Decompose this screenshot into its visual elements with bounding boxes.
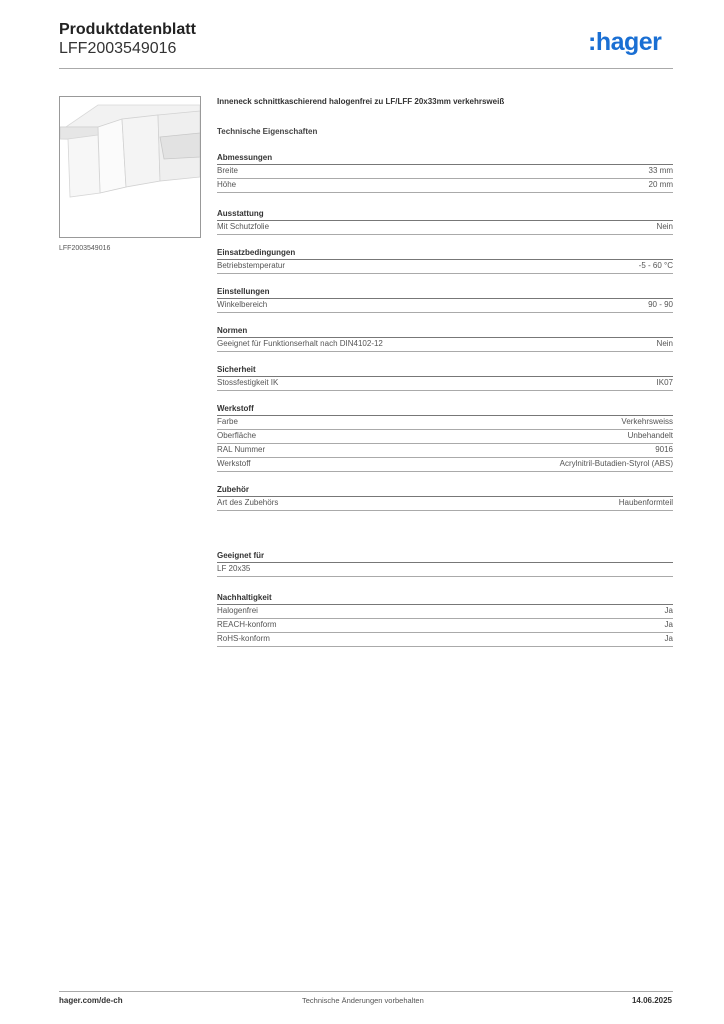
property-label: Mit Schutzfolie xyxy=(217,222,270,231)
property-row xyxy=(217,563,673,577)
property-label: Art des Zubehörs xyxy=(217,498,279,507)
property-section xyxy=(217,484,673,511)
property-row xyxy=(217,430,673,444)
property-label: Höhe xyxy=(217,180,237,189)
property-section xyxy=(217,286,673,313)
property-value: Unbehandelt xyxy=(627,431,673,440)
property-label: Geeignet für Funktionserhalt nach DIN4102-12 xyxy=(217,339,383,348)
property-label: Breite xyxy=(217,166,238,175)
property-value: Ja xyxy=(664,634,673,643)
page-title: Produktdatenblatt xyxy=(59,21,196,38)
property-row xyxy=(217,299,673,313)
property-label: Halogenfrei xyxy=(217,606,258,615)
property-row xyxy=(217,179,673,193)
section-title: Einsatzbedingungen xyxy=(217,247,673,260)
property-value: 33 mm xyxy=(648,166,673,175)
property-label: Oberfläche xyxy=(217,431,257,440)
property-label: Betriebstemperatur xyxy=(217,261,286,270)
property-label: Winkelbereich xyxy=(217,300,268,309)
section-title: Geeignet für xyxy=(217,550,673,563)
hager-logo xyxy=(588,27,661,57)
property-row xyxy=(217,633,673,647)
section-title: Ausstattung xyxy=(217,208,673,221)
property-value: 20 mm xyxy=(648,180,673,189)
property-label: Werkstoff xyxy=(217,459,251,468)
header-divider xyxy=(59,68,673,69)
property-value: 9016 xyxy=(655,445,673,454)
property-row xyxy=(217,619,673,633)
property-row xyxy=(217,221,673,235)
property-section xyxy=(217,247,673,274)
property-row xyxy=(217,458,673,472)
footer-notice: Technische Änderungen vorbehalten xyxy=(302,996,424,1005)
property-row xyxy=(217,605,673,619)
footer-date: 14.06.2025 xyxy=(631,996,672,1005)
property-row xyxy=(217,416,673,430)
footer-website: hager.com/de-ch xyxy=(59,996,123,1005)
property-row xyxy=(217,338,673,352)
image-caption: LFF2003549016 xyxy=(59,245,111,252)
section-title: Werkstoff xyxy=(217,403,673,416)
section-title: Abmessungen xyxy=(217,152,673,165)
property-value: Nein xyxy=(656,339,673,348)
property-section xyxy=(217,550,673,577)
property-section xyxy=(217,325,673,352)
property-label: Farbe xyxy=(217,417,238,426)
technical-properties-heading: Technische Eigenschaften xyxy=(217,127,318,136)
section-title: Nachhaltigkeit xyxy=(217,592,673,605)
property-row xyxy=(217,377,673,391)
product-details xyxy=(217,96,673,647)
properties-sections xyxy=(217,152,673,647)
section-title: Sicherheit xyxy=(217,364,673,377)
property-section xyxy=(217,152,673,193)
property-row xyxy=(217,444,673,458)
article-number: LFF2003549016 xyxy=(59,40,177,57)
property-label: RAL Nummer xyxy=(217,445,266,454)
section-title: Zubehör xyxy=(217,484,673,497)
property-row xyxy=(217,497,673,511)
property-value: -5 - 60 °C xyxy=(638,261,673,270)
property-value: Acrylnitril-Butadien-Styrol (ABS) xyxy=(559,459,673,468)
property-value: Ja xyxy=(664,606,673,615)
property-value: IK07 xyxy=(656,378,673,387)
property-label: LF 20x35 xyxy=(217,564,251,573)
property-section xyxy=(217,364,673,391)
section-title: Einstellungen xyxy=(217,286,673,299)
property-value: 90 - 90 xyxy=(648,300,673,309)
property-row xyxy=(217,260,673,274)
property-value: Verkehrsweiss xyxy=(621,417,673,426)
property-value: Haubenformteil xyxy=(618,498,673,507)
property-section xyxy=(217,208,673,235)
product-description: Inneneck schnittkaschierend halogenfrei zu LF/LFF 20x33mm verkehrsweiß xyxy=(217,97,505,106)
property-section xyxy=(217,403,673,472)
property-label: RoHS-konform xyxy=(217,634,270,643)
property-section xyxy=(217,592,673,647)
property-label: REACH-konform xyxy=(217,620,277,629)
property-row xyxy=(217,165,673,179)
section-title: Normen xyxy=(217,325,673,338)
logo-text: :hager xyxy=(588,28,662,56)
product-illustration xyxy=(60,97,200,237)
property-label: Stossfestigkeit IK xyxy=(217,378,279,387)
product-image xyxy=(59,96,201,238)
property-value: Ja xyxy=(664,620,673,629)
footer-divider xyxy=(59,991,673,992)
property-value: Nein xyxy=(656,222,673,231)
